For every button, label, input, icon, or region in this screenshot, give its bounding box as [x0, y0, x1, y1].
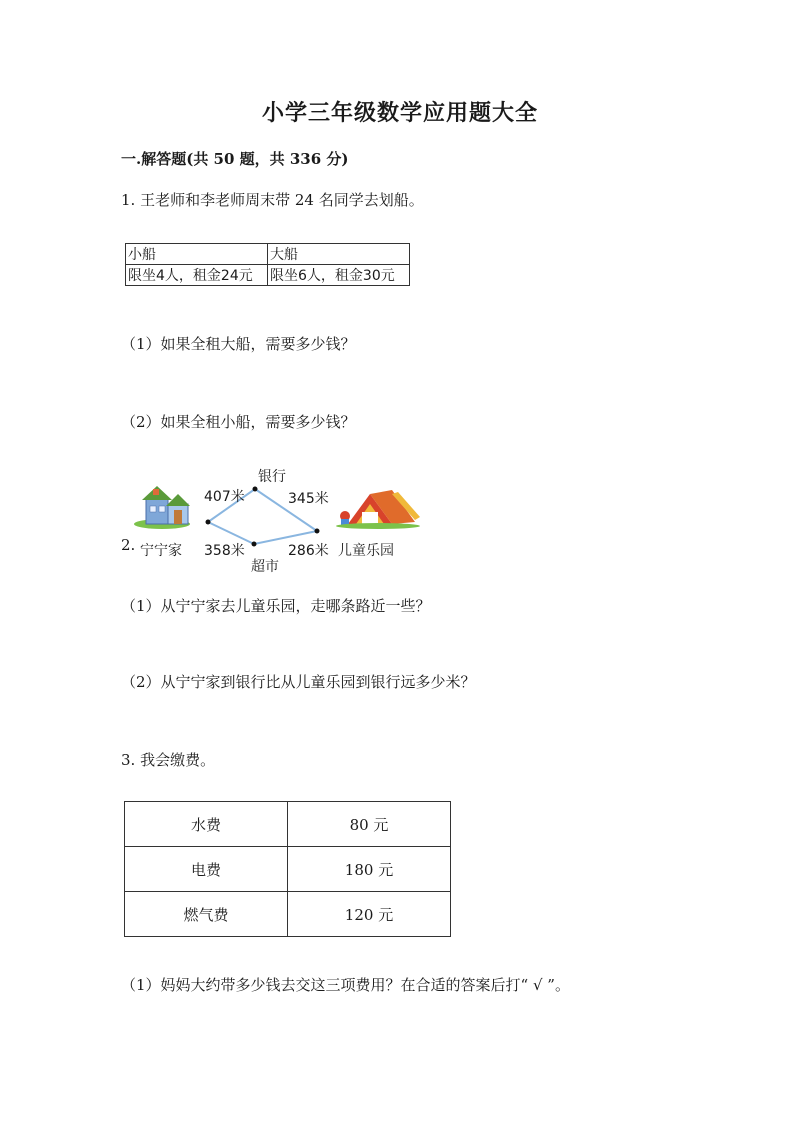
label-market: 超市 [251, 559, 279, 575]
point-home [206, 520, 211, 525]
table-cell: 180 元 [288, 847, 451, 892]
label-home-market-distance: 358米 [204, 543, 245, 559]
table-cell: 120 元 [288, 892, 451, 937]
table-cell: 水费 [125, 802, 288, 847]
table-row [125, 892, 451, 937]
question-1-text: 1. 王老师和李老师周末带 24 名同学去划船。 [121, 191, 424, 209]
label-bank-park-distance: 345米 [288, 491, 329, 507]
table-cell: 小船 [126, 244, 268, 265]
table-cell: 限坐6人，租金30元 [268, 265, 410, 286]
section-heading: 一.解答题(共 50 题，共 336 分) [121, 150, 349, 168]
table-cell: 限坐4人，租金24元 [126, 265, 268, 286]
table-cell: 80 元 [288, 802, 451, 847]
question-2-sub-2: （2）从宁宁家到银行比从儿童乐园到银行远多少米？ [121, 673, 476, 691]
table-row [126, 265, 410, 286]
point-market [252, 542, 257, 547]
route-map [130, 462, 430, 577]
table-cell: 大船 [268, 244, 410, 265]
playground-icon [336, 490, 420, 529]
label-home-bank-distance: 407米 [204, 489, 245, 505]
point-bank [253, 487, 258, 492]
question-1-sub-1: （1）如果全租大船，需要多少钱？ [121, 335, 356, 353]
house-icon [134, 486, 190, 529]
question-3-text: 3. 我会缴费。 [121, 751, 216, 769]
question-3-sub-1: （1）妈妈大约带多少钱去交这三项费用？在合适的答案后打“ √ ”。 [121, 976, 570, 994]
point-park [315, 529, 320, 534]
question-1-sub-2: （2）如果全租小船，需要多少钱？ [121, 413, 356, 431]
table-row [126, 244, 410, 265]
page-title: 小学三年级数学应用题大全 [261, 100, 538, 126]
boat-table [125, 243, 410, 286]
label-bank: 银行 [258, 469, 286, 485]
label-park: 儿童乐园 [338, 543, 394, 559]
table-row [125, 802, 451, 847]
table-cell: 燃气费 [125, 892, 288, 937]
label-market-park-distance: 286米 [288, 543, 329, 559]
table-cell: 电费 [125, 847, 288, 892]
question-2-number: 2. [121, 536, 136, 554]
label-home: 宁宁家 [140, 543, 182, 559]
table-row [125, 847, 451, 892]
question-2-sub-1: （1）从宁宁家去儿童乐园，走哪条路近一些？ [121, 597, 431, 615]
fee-table [124, 801, 451, 937]
